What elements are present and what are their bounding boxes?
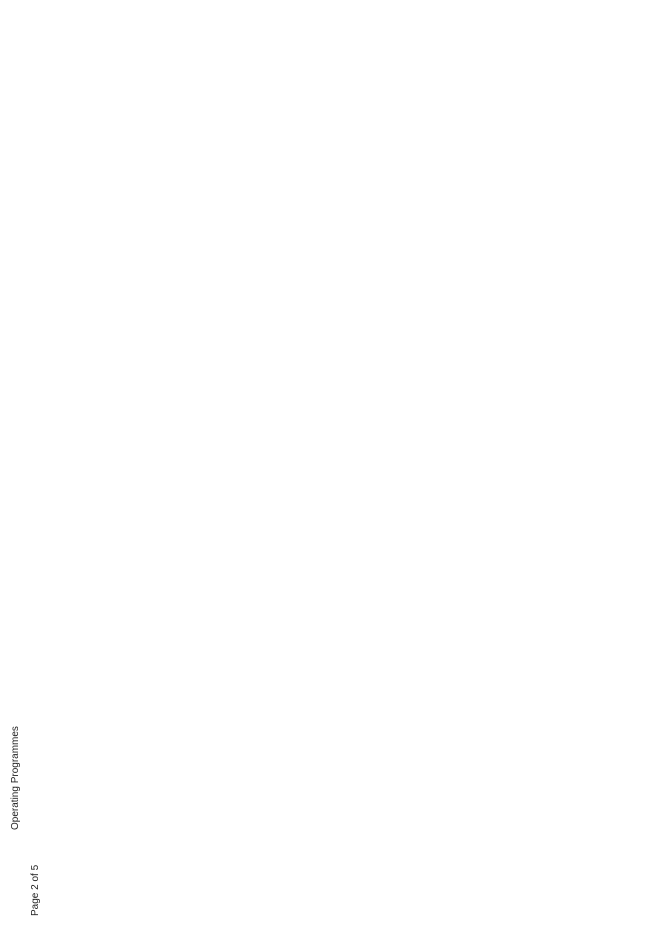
page-footer: Page 2 of 5: [30, 864, 41, 916]
document-header: Operating Programmes: [10, 726, 21, 830]
